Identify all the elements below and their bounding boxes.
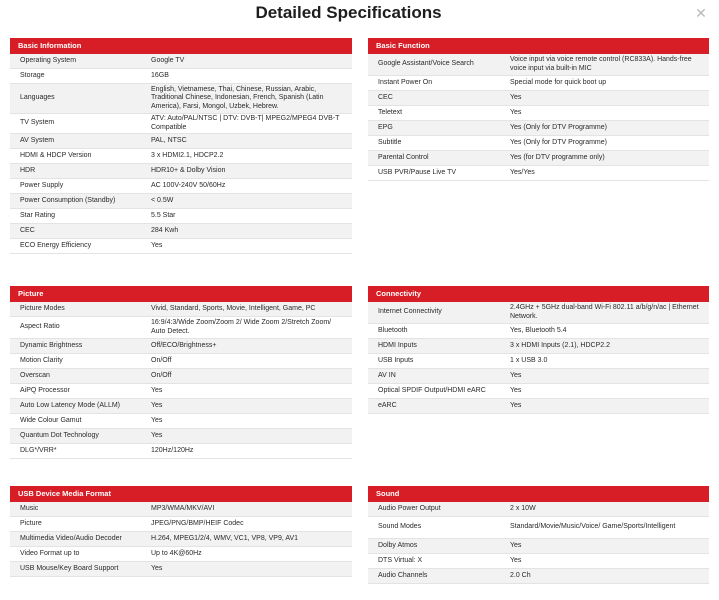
spec-value-cell bbox=[148, 444, 352, 458]
spec-label: Languages bbox=[20, 94, 55, 102]
spec-label: Operating System bbox=[20, 56, 77, 64]
spec-value-cell bbox=[507, 121, 709, 135]
spec-row bbox=[10, 114, 352, 134]
spec-value-cell bbox=[148, 562, 352, 576]
spec-value-cell bbox=[507, 569, 709, 583]
spec-label: DTS Virtual: X bbox=[378, 556, 423, 564]
panel-header: USB Device Media Format bbox=[10, 486, 352, 502]
spec-label: Quantum Dot Technology bbox=[20, 431, 99, 439]
spec-row bbox=[368, 121, 709, 136]
spec-label: Music bbox=[20, 504, 39, 512]
spec-label: Instant Power On bbox=[378, 78, 433, 86]
spec-value: 16:9/4:3/Wide Zoom/Zoom 2/ Wide Zoom 2/Stretch Zoom/ Auto Detect. bbox=[151, 319, 332, 335]
spec-value: Yes bbox=[151, 401, 163, 409]
spec-value: Yes bbox=[510, 386, 522, 394]
spec-row bbox=[368, 166, 709, 181]
spec-label: HDMI & HDCP Version bbox=[20, 151, 92, 159]
spec-value-cell bbox=[148, 532, 352, 546]
spec-value-cell bbox=[148, 354, 352, 368]
spec-row bbox=[10, 414, 352, 429]
spec-row bbox=[10, 224, 352, 239]
spec-value: Yes bbox=[510, 541, 522, 549]
spec-row bbox=[368, 324, 709, 339]
spec-label: Audio Power Output bbox=[378, 504, 441, 512]
spec-rows bbox=[368, 302, 709, 414]
spec-label: Google Assistant/Voice Search bbox=[378, 60, 474, 68]
spec-value-cell bbox=[148, 179, 352, 193]
spec-value: Yes bbox=[510, 93, 522, 101]
spec-value-cell bbox=[507, 54, 709, 75]
spec-label: Dolby Atmos bbox=[378, 541, 418, 549]
spec-value: 2.0 Ch bbox=[510, 571, 531, 579]
spec-value: JPEG/PNG/BMP/HEIF Codec bbox=[151, 519, 244, 527]
spec-value-cell bbox=[148, 134, 352, 148]
spec-row bbox=[368, 76, 709, 91]
spec-label: USB Mouse/Key Board Support bbox=[20, 564, 119, 572]
panel-header: Connectivity bbox=[368, 286, 709, 302]
spec-label: Star Rating bbox=[20, 211, 56, 219]
spec-row bbox=[10, 302, 352, 317]
panel-header: Basic Information bbox=[10, 38, 352, 54]
spec-label: CEC bbox=[20, 226, 35, 234]
spec-value: On/Off bbox=[151, 356, 172, 364]
spec-value: 16GB bbox=[151, 71, 169, 79]
spec-label: Video Format up to bbox=[20, 549, 80, 557]
spec-label: Auto Low Latency Mode (ALLM) bbox=[20, 401, 120, 409]
spec-value: PAL, NTSC bbox=[151, 136, 187, 144]
spec-row bbox=[10, 562, 352, 577]
spec-value: Yes bbox=[510, 108, 522, 116]
spec-label: Internet Connectivity bbox=[378, 308, 442, 316]
spec-value-cell bbox=[148, 317, 352, 338]
spec-label: Power Consumption (Standby) bbox=[20, 196, 116, 204]
spec-label: Multimedia Video/Audio Decoder bbox=[20, 534, 122, 542]
spec-row bbox=[368, 91, 709, 106]
spec-rows bbox=[10, 54, 352, 254]
spec-value: Yes bbox=[510, 556, 522, 564]
spec-row bbox=[10, 194, 352, 209]
spec-row bbox=[10, 179, 352, 194]
spec-value-cell bbox=[148, 302, 352, 316]
spec-value-cell bbox=[148, 84, 352, 113]
spec-rows bbox=[368, 502, 709, 584]
spec-value-cell bbox=[148, 239, 352, 253]
spec-value-cell bbox=[148, 414, 352, 428]
spec-panel-connectivity bbox=[368, 286, 709, 414]
spec-label: USB Inputs bbox=[378, 356, 414, 364]
spec-row bbox=[368, 339, 709, 354]
spec-label: TV System bbox=[20, 119, 55, 127]
spec-panel-basic-information bbox=[10, 38, 352, 254]
spec-value-cell bbox=[507, 151, 709, 165]
spec-row bbox=[10, 164, 352, 179]
spec-value-cell bbox=[507, 166, 709, 180]
spec-value-cell bbox=[148, 369, 352, 383]
spec-row bbox=[10, 547, 352, 562]
spec-value-cell bbox=[148, 502, 352, 516]
spec-row bbox=[368, 369, 709, 384]
spec-value-cell bbox=[507, 539, 709, 553]
spec-value-cell bbox=[507, 354, 709, 368]
spec-value-cell bbox=[148, 69, 352, 83]
spec-value-cell bbox=[507, 106, 709, 120]
spec-panel-usb-device-media-format bbox=[10, 486, 352, 577]
spec-row bbox=[368, 502, 709, 517]
spec-value-cell bbox=[507, 554, 709, 568]
spec-label: Picture bbox=[20, 519, 42, 527]
spec-value-cell bbox=[148, 517, 352, 531]
spec-row bbox=[368, 569, 709, 584]
spec-label: AV IN bbox=[378, 371, 396, 379]
spec-row bbox=[10, 84, 352, 114]
spec-label: USB PVR/Pause Live TV bbox=[378, 168, 457, 176]
spec-label: Power Supply bbox=[20, 181, 64, 189]
spec-value: Yes bbox=[151, 241, 163, 249]
spec-value: Yes (for DTV programme only) bbox=[510, 153, 605, 161]
spec-row bbox=[368, 354, 709, 369]
spec-value: 120Hz/120Hz bbox=[151, 446, 194, 454]
spec-value: 284 Kwh bbox=[151, 226, 179, 234]
spec-value: HDR10+ & Dolby Vision bbox=[151, 166, 226, 174]
spec-value-cell bbox=[507, 502, 709, 516]
spec-row bbox=[368, 517, 709, 539]
spec-label: Teletext bbox=[378, 108, 403, 116]
spec-panel-sound bbox=[368, 486, 709, 584]
spec-row bbox=[10, 502, 352, 517]
spec-label: Picture Modes bbox=[20, 304, 65, 312]
spec-value-cell bbox=[507, 339, 709, 353]
spec-label: AV System bbox=[20, 136, 55, 144]
spec-value: Yes bbox=[510, 401, 522, 409]
spec-value: Yes/Yes bbox=[510, 168, 535, 176]
panel-header: Sound bbox=[368, 486, 709, 502]
spec-label: Storage bbox=[20, 71, 45, 79]
spec-value-cell bbox=[507, 91, 709, 105]
spec-value: H.264, MPEG1/2/4, WMV, VC1, VP8, VP9, AV1 bbox=[151, 534, 299, 542]
spec-row bbox=[368, 136, 709, 151]
spec-row bbox=[368, 302, 709, 324]
spec-value: Yes (Only for DTV Programme) bbox=[510, 138, 607, 146]
spec-value-cell bbox=[507, 136, 709, 150]
spec-label: Wide Colour Gamut bbox=[20, 416, 82, 424]
spec-value-cell bbox=[148, 339, 352, 353]
spec-value-cell bbox=[148, 54, 352, 68]
spec-label: Subtitle bbox=[378, 138, 402, 146]
spec-panel-basic-function bbox=[368, 38, 709, 181]
spec-value: Vivid, Standard, Sports, Movie, Intelligent, Game, PC bbox=[151, 304, 316, 312]
spec-value: On/Off bbox=[151, 371, 172, 379]
spec-label: ECO Energy Efficiency bbox=[20, 241, 92, 249]
spec-value: 2.4GHz + 5GHz dual-band Wi-Fi 802.11 a/b/g/n/ac | Ethernet Network. bbox=[510, 304, 699, 320]
spec-value-cell bbox=[507, 302, 709, 323]
spec-value: Standard/Movie/Music/Voice/ Game/Sports/Intelligent bbox=[510, 523, 676, 531]
spec-label: Dynamic Brightness bbox=[20, 341, 83, 349]
spec-row bbox=[10, 317, 352, 339]
spec-value-cell bbox=[507, 399, 709, 413]
spec-row bbox=[10, 239, 352, 254]
spec-value: AC 100V-240V 50/60Hz bbox=[151, 181, 226, 189]
spec-value: Yes bbox=[510, 371, 522, 379]
close-icon[interactable]: ✕ bbox=[695, 5, 707, 21]
spec-label: HDMI Inputs bbox=[378, 341, 417, 349]
panel-header: Picture bbox=[10, 286, 352, 302]
spec-value: 1 x USB 3.0 bbox=[510, 356, 548, 364]
spec-value: Yes bbox=[151, 386, 163, 394]
spec-label: DLG*/VRR* bbox=[20, 446, 57, 454]
spec-label: eARC bbox=[378, 401, 397, 409]
spec-row bbox=[10, 532, 352, 547]
spec-value: Yes, Bluetooth 5.4 bbox=[510, 326, 567, 334]
spec-value-cell bbox=[507, 369, 709, 383]
spec-value-cell bbox=[148, 209, 352, 223]
spec-label: Sound Modes bbox=[378, 523, 422, 531]
spec-value-cell bbox=[148, 224, 352, 238]
spec-row bbox=[10, 149, 352, 164]
spec-value: Off/ECO/Brightness+ bbox=[151, 341, 217, 349]
panel-header: Basic Function bbox=[368, 38, 709, 54]
spec-value: 2 x 10W bbox=[510, 504, 536, 512]
spec-label: Aspect Ratio bbox=[20, 323, 60, 331]
spec-value: 5.5 Star bbox=[151, 211, 176, 219]
spec-value: Up to 4K@60Hz bbox=[151, 549, 202, 557]
spec-row bbox=[10, 444, 352, 459]
spec-label: AiPQ Processor bbox=[20, 386, 70, 394]
spec-value: Special mode for quick boot up bbox=[510, 78, 607, 86]
spec-row bbox=[10, 399, 352, 414]
spec-rows bbox=[10, 302, 352, 459]
spec-row bbox=[368, 539, 709, 554]
spec-panel-picture bbox=[10, 286, 352, 459]
spec-row bbox=[368, 384, 709, 399]
spec-row bbox=[10, 369, 352, 384]
spec-label: Parental Control bbox=[378, 153, 429, 161]
spec-value: Yes bbox=[151, 431, 163, 439]
spec-label: CEC bbox=[378, 93, 393, 101]
spec-row bbox=[10, 354, 352, 369]
spec-value: 3 x HDMI2.1, HDCP2.2 bbox=[151, 151, 224, 159]
page-title: Detailed Specifications bbox=[255, 3, 442, 22]
spec-value-cell bbox=[148, 429, 352, 443]
spec-value-cell bbox=[507, 76, 709, 90]
spec-value-cell bbox=[148, 149, 352, 163]
spec-value-cell bbox=[148, 194, 352, 208]
spec-value: Google TV bbox=[151, 56, 185, 64]
spec-value: English, Vietnamese, Thai, Chinese, Russian, Arabic, Traditional Chinese, Indonesian, French, Spanish (Latin America), Farsi, Mongol, Uzbek, Hebrew. bbox=[151, 86, 324, 110]
spec-value: Voice input via voice remote control (RC833A). Hands-free voice input via built-in MIC bbox=[510, 56, 692, 72]
spec-row bbox=[368, 399, 709, 414]
spec-label: Overscan bbox=[20, 371, 50, 379]
spec-label: Motion Clarity bbox=[20, 356, 63, 364]
spec-row bbox=[368, 54, 709, 76]
spec-label: HDR bbox=[20, 166, 36, 174]
spec-value-cell bbox=[507, 324, 709, 338]
spec-rows bbox=[10, 502, 352, 577]
spec-value-cell bbox=[148, 164, 352, 178]
spec-row bbox=[10, 339, 352, 354]
spec-value: Yes bbox=[151, 416, 163, 424]
spec-row bbox=[368, 151, 709, 166]
spec-label: EPG bbox=[378, 123, 393, 131]
spec-label: Audio Channels bbox=[378, 571, 428, 579]
spec-row bbox=[368, 554, 709, 569]
spec-row bbox=[10, 134, 352, 149]
spec-label: Bluetooth bbox=[378, 326, 408, 334]
spec-value: Yes bbox=[151, 564, 163, 572]
spec-value-cell bbox=[148, 114, 352, 133]
spec-value-cell bbox=[507, 517, 709, 538]
spec-value-cell bbox=[148, 384, 352, 398]
spec-value-cell bbox=[507, 384, 709, 398]
spec-value: Yes (Only for DTV Programme) bbox=[510, 123, 607, 131]
spec-value-cell bbox=[148, 547, 352, 561]
spec-row bbox=[10, 54, 352, 69]
spec-label: Optical SPDIF Output/HDMI eARC bbox=[378, 386, 486, 394]
spec-value: ATV: Auto/PAL/NTSC | DTV: DVB-T| MPEG2/MPEG4 DVB-T Compatible bbox=[151, 115, 340, 131]
spec-row bbox=[368, 106, 709, 121]
spec-row bbox=[10, 69, 352, 84]
spec-rows bbox=[368, 54, 709, 181]
spec-value: MP3/WMA/MKV/AVI bbox=[151, 504, 215, 512]
spec-value: < 0.5W bbox=[151, 196, 174, 204]
spec-row bbox=[10, 209, 352, 224]
spec-value-cell bbox=[148, 399, 352, 413]
spec-row bbox=[10, 429, 352, 444]
spec-row bbox=[10, 384, 352, 399]
spec-value: 3 x HDMI Inputs (2.1), HDCP2.2 bbox=[510, 341, 610, 349]
spec-row bbox=[10, 517, 352, 532]
